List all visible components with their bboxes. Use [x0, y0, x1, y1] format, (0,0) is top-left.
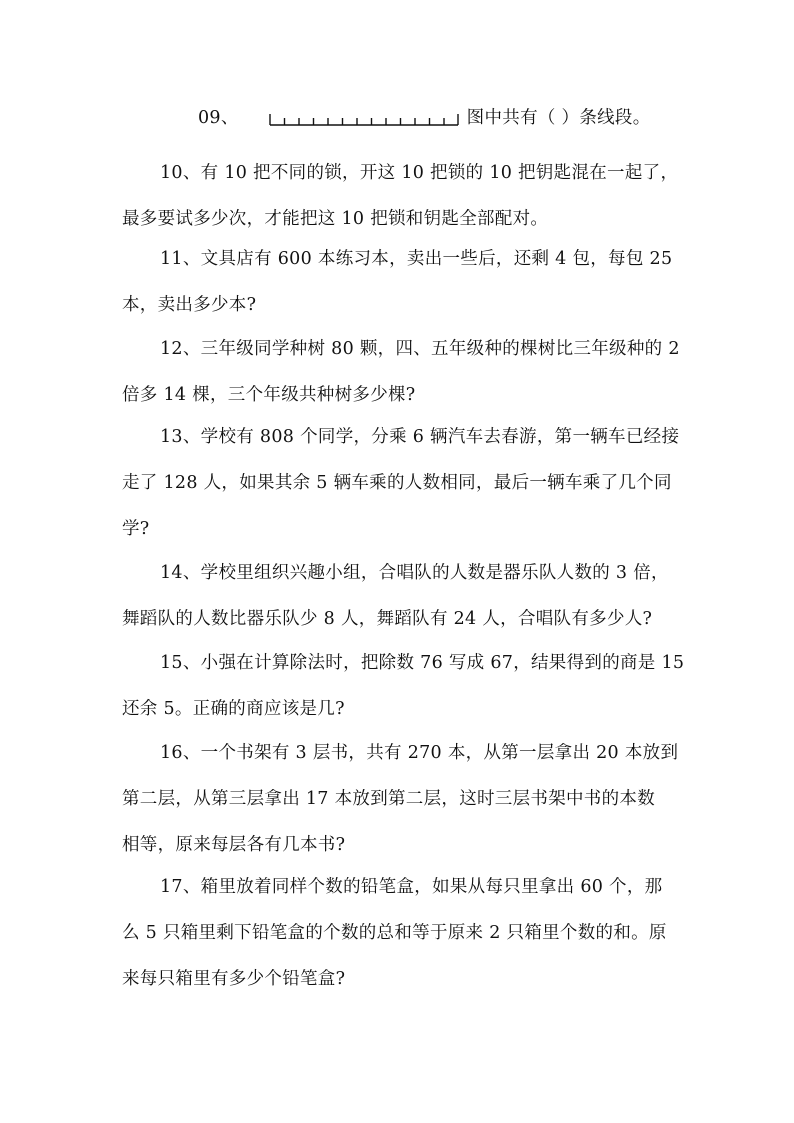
question-line: 学? [122, 519, 150, 539]
question-14 [122, 550, 682, 642]
question-line: 本，卖出多少本? [122, 295, 257, 315]
question-line: 还余 5。正确的商应该是几? [122, 699, 345, 719]
question-line: 11、文具店有 600 本练习本，卖出一些后，还剩 4 包，每包 25 [160, 249, 673, 269]
question-15 [122, 640, 685, 732]
question-line: 来每只箱里有多少个铅笔盒? [122, 969, 346, 989]
question-line: 13、学校有 808 个同学，分乘 6 辆汽车去春游，第一辆车已经接 [160, 427, 680, 447]
question-line: 12、三年级同学种树 80 颗，四、五年级种的棵树比三年级种的 2 [160, 339, 680, 359]
question-line: 16、一个书架有 3 层书，共有 270 本，从第一层拿出 20 本放到 [160, 743, 679, 763]
question-line: 10、有 10 把不同的锁，开这 10 把锁的 10 把钥匙混在一起了， [160, 163, 679, 183]
question-line: 第二层，从第三层拿出 17 本放到第二层，这时三层书架中书的本数 [122, 789, 655, 809]
question-line [122, 95, 682, 141]
question-line: 倍多 14 棵，三个年级共种树多少棵? [122, 385, 416, 405]
question-16 [122, 730, 682, 868]
question-line: 么 5 只箱里剩下铅笔盒的个数的总和等于原来 2 只箱里个数的和。原 [122, 923, 667, 943]
question-12 [122, 326, 682, 418]
question-09 [122, 95, 682, 141]
question-line: 相等，原来每层各有几本书? [122, 835, 346, 855]
question-line: 14、学校里组织兴趣小组，合唱队的人数是器乐队人数的 3 倍， [160, 563, 669, 583]
question-line: 舞蹈队的人数比器乐队少 8 人，舞蹈队有 24 人，合唱队有多少人? [122, 609, 653, 629]
question-line: 15、小强在计算除法时，把除数 76 写成 67，结果得到的商是 15 [160, 653, 685, 673]
question-line: 最多要试多少次，才能把这 10 把锁和钥匙全部配对。 [122, 209, 549, 229]
question-11 [122, 236, 682, 328]
question-number: 09、 [198, 108, 239, 128]
question-text: 图中共有（ ）条线段。 [466, 108, 651, 128]
question-17 [122, 864, 682, 1002]
line-segment-figure [269, 111, 459, 127]
question-13 [122, 414, 682, 552]
question-line: 17、箱里放着同样个数的铅笔盒，如果从每只里拿出 60 个，那 [160, 877, 663, 897]
question-10 [122, 150, 682, 242]
question-line: 走了 128 人，如果其余 5 辆车乘的人数相同，最后一辆车乘了几个同 [122, 473, 672, 493]
